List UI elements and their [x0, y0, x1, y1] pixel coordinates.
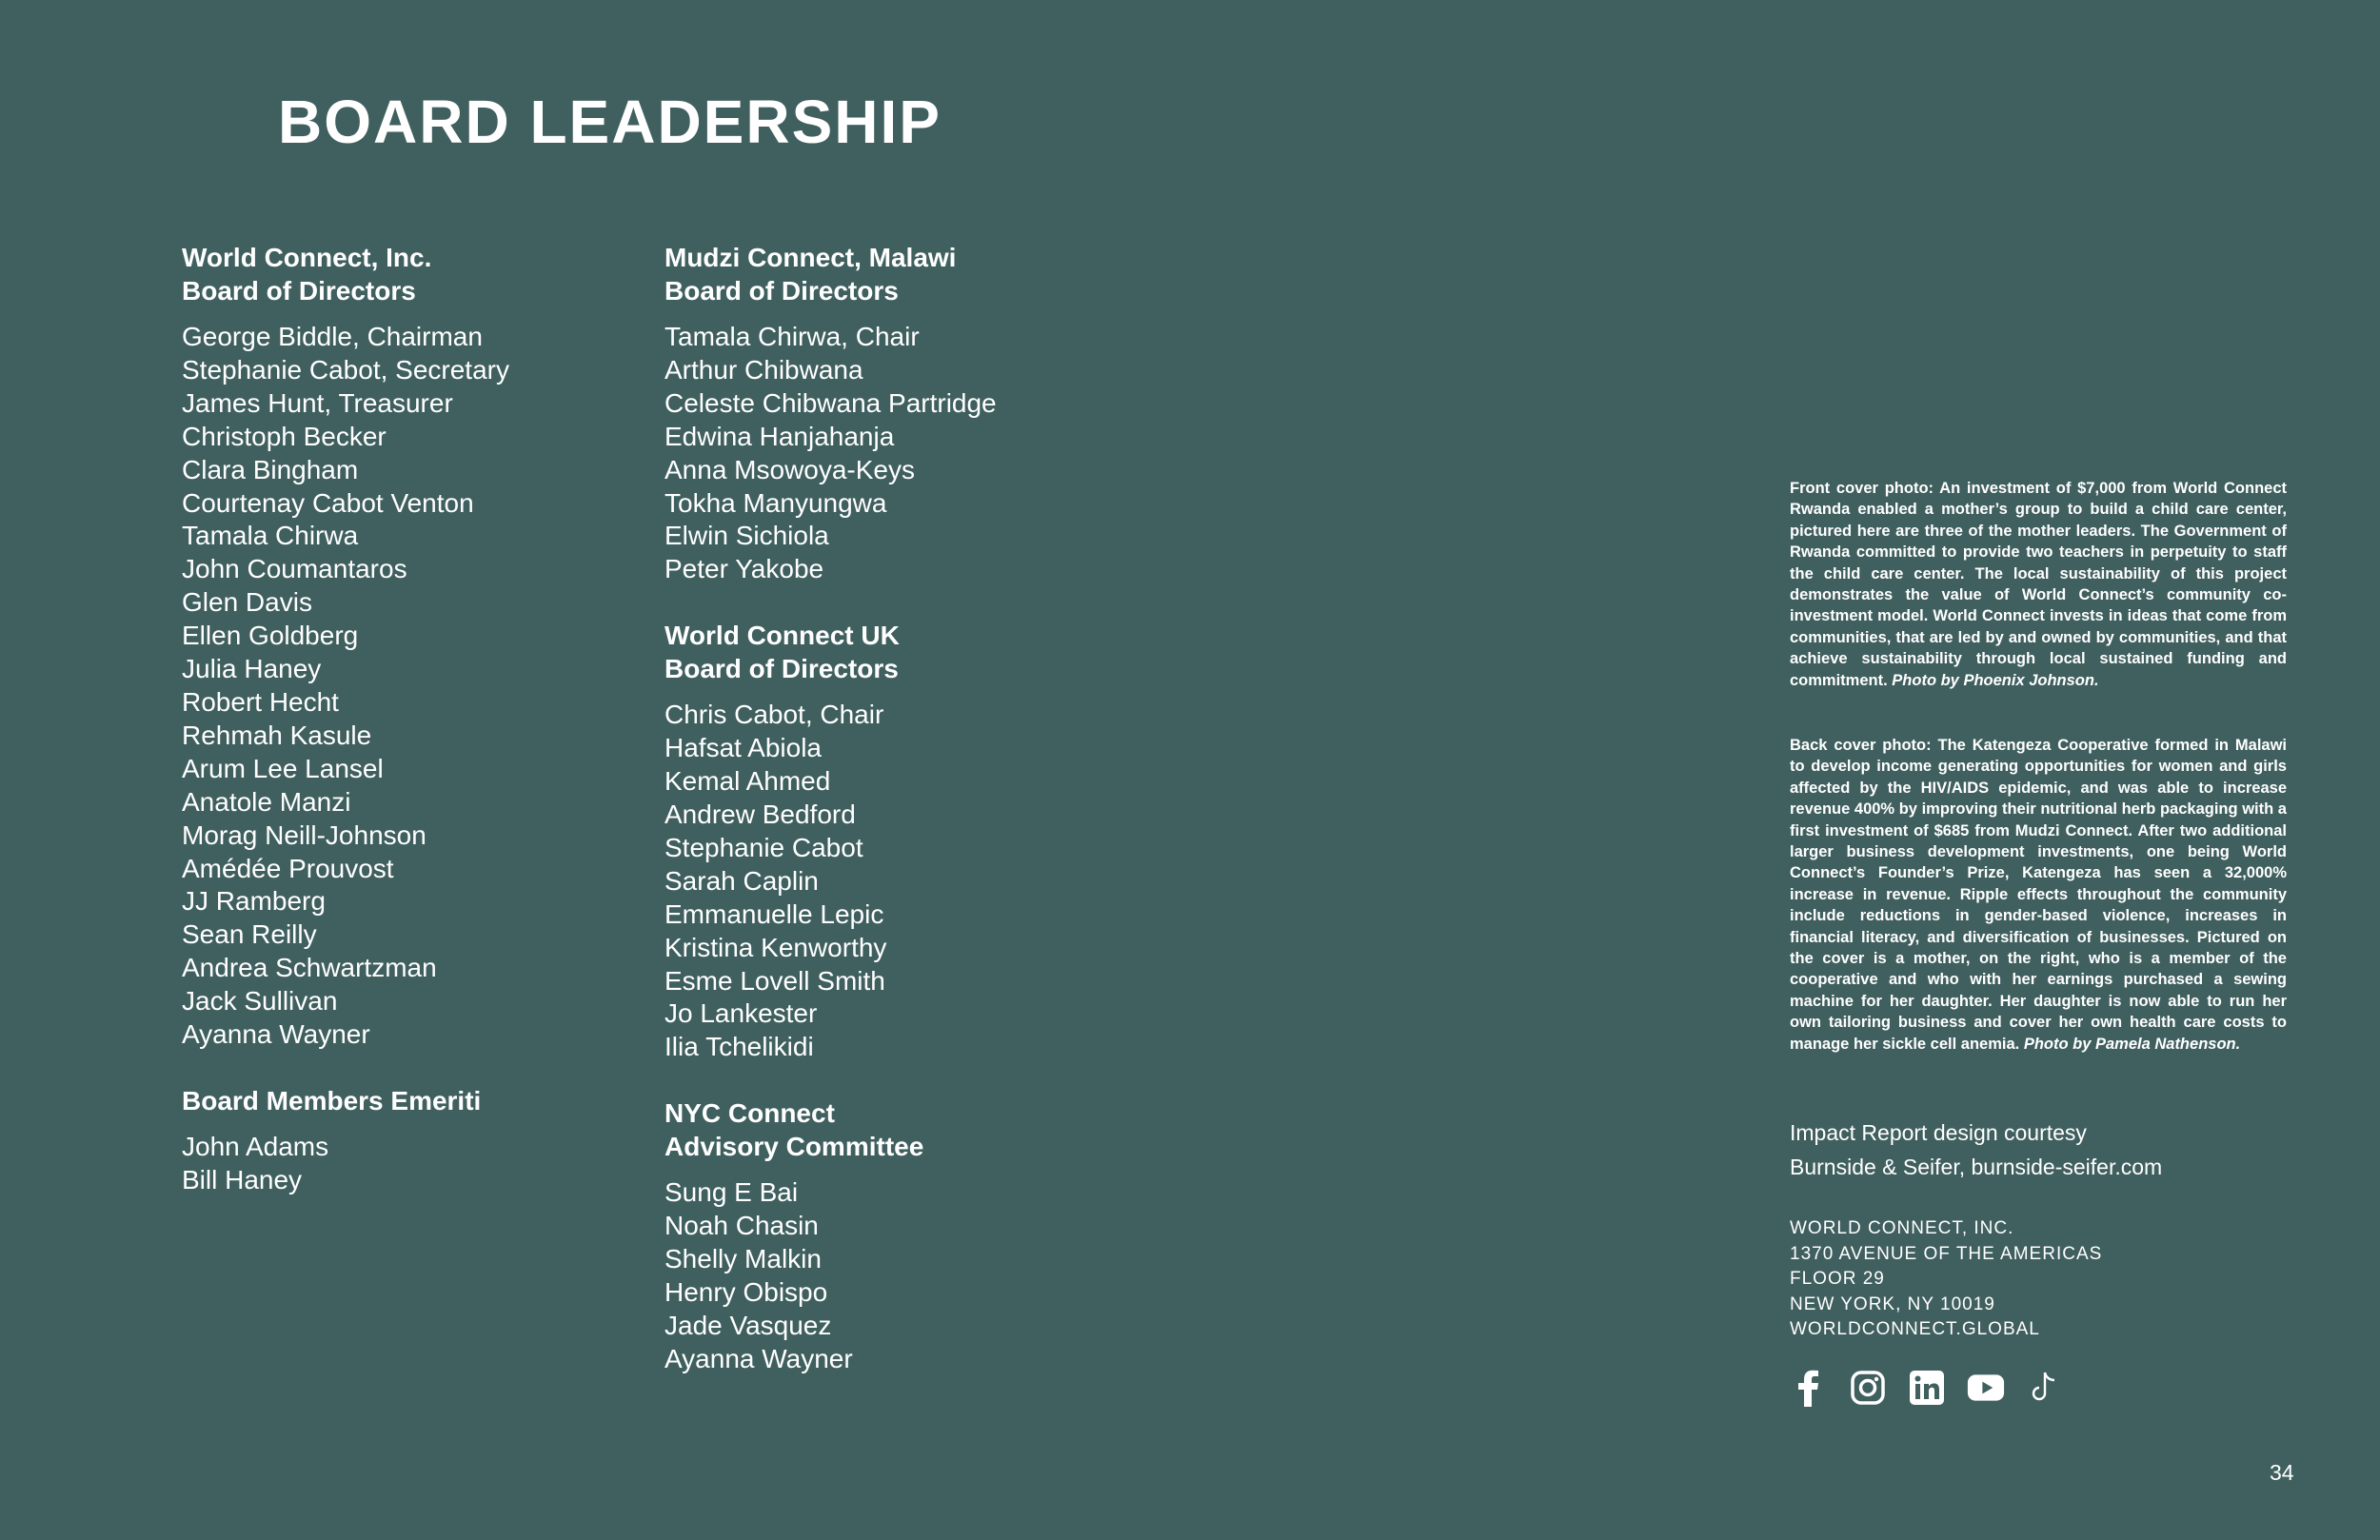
member-name: Morag Neill-Johnson	[182, 819, 426, 850]
member-name: George Biddle, Chairman	[182, 322, 483, 351]
design-credit-link[interactable]: Burnside & Seifer, burnside-seifer.com	[1790, 1155, 2163, 1179]
tiktok-icon[interactable]	[2026, 1369, 2064, 1407]
world-connect-inc-section	[182, 241, 639, 1052]
caption-text: Front cover photo: An investment of $7,000 from World Connect Rwanda enabled a mother’s group to build a child care center, pictured here are three of the mother leaders. The Government of Rwanda committed to provide two teachers in perpetuity to staff the child care center. The local sustainability of this project demonstrates the value of World Connect’s community co-investment model. World Connect invests in ideas that come from communities, that are led by and owned by communities, and that achieve sustainability through local sustained funding and commitment.	[1790, 480, 2287, 689]
member-name: Ellen Goldberg	[182, 621, 359, 651]
social-links	[1790, 1369, 2064, 1407]
design-credit-line: Impact Report design courtesy	[1790, 1120, 2087, 1145]
member-name: Jade Vasquez	[664, 1310, 832, 1340]
member-list	[664, 321, 1160, 586]
section-heading	[182, 241, 639, 307]
photo-credit: Photo by Phoenix Johnson.	[1892, 671, 2099, 689]
member-name: Sean Reilly	[182, 919, 317, 950]
design-credit	[1790, 1116, 2287, 1184]
member-name: Rehmah Kasule	[182, 720, 372, 750]
member-name: Amédée Prouvost	[182, 853, 394, 883]
instagram-icon[interactable]	[1849, 1369, 1887, 1407]
left-column	[182, 241, 639, 1230]
member-name: Shelly Malkin	[664, 1244, 822, 1274]
member-name: Christoph Becker	[182, 421, 387, 451]
member-list	[182, 321, 639, 1052]
member-name: Glen Davis	[182, 587, 312, 618]
member-name: Celeste Chibwana Partridge	[664, 387, 997, 418]
member-name: Robert Hecht	[182, 686, 339, 717]
member-name: Sung E Bai	[664, 1177, 799, 1208]
member-name: Clara Bingham	[182, 454, 359, 484]
heading-line: World Connect UK	[664, 621, 900, 651]
member-name: Peter Yakobe	[664, 554, 824, 584]
member-name: Ilia Tchelikidi	[664, 1032, 814, 1062]
member-name: Anna Msowoya-Keys	[664, 454, 916, 484]
address-line: FLOOR 29	[1790, 1269, 1885, 1289]
member-name: Kristina Kenworthy	[664, 932, 887, 962]
member-name: Kemal Ahmed	[664, 766, 831, 797]
member-name: Jack Sullivan	[182, 986, 338, 1017]
member-name: John Coumantaros	[182, 554, 407, 584]
page-number: 34	[2270, 1460, 2294, 1485]
member-name: Anatole Manzi	[182, 786, 351, 817]
member-name: Tamala Chirwa, Chair	[664, 322, 920, 351]
heading-line: Board of Directors	[182, 276, 416, 306]
emeriti-section	[182, 1084, 639, 1197]
back-cover-caption	[1790, 735, 2287, 1055]
heading-line: Advisory Committee	[664, 1132, 924, 1162]
address-line: WORLD CONNECT, INC.	[1790, 1218, 2014, 1238]
member-list	[664, 699, 1160, 1064]
nyc-section	[664, 1096, 1160, 1375]
member-name: Emmanuelle Lepic	[664, 898, 884, 929]
uk-section	[664, 619, 1160, 1064]
member-name: Andrea Schwartzman	[182, 953, 437, 983]
heading-line: NYC Connect	[664, 1098, 835, 1129]
member-name: James Hunt, Treasurer	[182, 387, 453, 418]
address-block	[1790, 1216, 2287, 1343]
member-list	[664, 1176, 1160, 1375]
middle-column	[664, 241, 1160, 1409]
caption-text: Back cover photo: The Katengeza Cooperative formed in Malawi to develop income generating opportunities for women and girls affected by the HIV/AIDS epidemic, and was able to increase revenue 400% by improving their nutritional herb packaging with a first investment of $685 from Mudzi Connect. After two additional larger business development investments, one being World Connect’s Founder’s Prize, Katengeza has seen a 32,000% increase in revenue. Ripple effects throughout the community include reductions in gender-based violence, increases in financial literacy, and diversification of businesses. Pictured on the cover is a mother, on the right, who is a member of the cooperative and who with her earnings purchased a sewing machine for her daughter. Her daughter is now able to run her own tailoring business and cover her own health care costs to manage her sickle cell anemia.	[1790, 737, 2287, 1053]
member-name: Stephanie Cabot	[664, 832, 863, 862]
front-cover-caption	[1790, 478, 2287, 691]
section-heading: Board Members Emeriti	[182, 1085, 482, 1116]
member-name: Bill Haney	[182, 1164, 303, 1194]
mudzi-section	[664, 241, 1160, 586]
member-name: Chris Cabot, Chair	[664, 700, 884, 730]
address-line: NEW YORK, NY 10019	[1790, 1293, 1995, 1314]
member-name: Ayanna Wayner	[664, 1343, 853, 1373]
member-name: Andrew Bedford	[664, 799, 856, 829]
member-name: Elwin Sichiola	[664, 521, 829, 551]
member-name: Arthur Chibwana	[664, 354, 863, 385]
photo-credit: Photo by Pamela Nathenson.	[2023, 1035, 2241, 1053]
member-name: Hafsat Abiola	[664, 733, 822, 763]
member-name: Courtenay Cabot Venton	[182, 487, 474, 518]
member-name: Noah Chasin	[664, 1211, 819, 1241]
section-heading	[664, 619, 1160, 685]
address-line: 1370 AVENUE OF THE AMERICAS	[1790, 1243, 2103, 1264]
member-name: Edwina Hanjahanja	[664, 421, 895, 451]
facebook-icon[interactable]	[1790, 1369, 1828, 1407]
heading-line: World Connect, Inc.	[182, 243, 432, 272]
section-heading	[664, 241, 1160, 307]
member-name: Tokha Manyungwa	[664, 487, 887, 518]
member-name: Tamala Chirwa	[182, 521, 359, 551]
member-list	[182, 1131, 639, 1197]
member-name: John Adams	[182, 1131, 329, 1161]
heading-line: Mudzi Connect, Malawi	[664, 243, 957, 272]
member-name: JJ Ramberg	[182, 886, 326, 917]
member-name: Stephanie Cabot, Secretary	[182, 354, 509, 385]
member-name: Julia Haney	[182, 654, 322, 684]
member-name: Sarah Caplin	[664, 865, 819, 896]
member-name: Esme Lovell Smith	[664, 965, 885, 996]
youtube-icon[interactable]	[1967, 1369, 2005, 1407]
member-name: Henry Obispo	[664, 1276, 828, 1307]
heading-line: Board of Directors	[664, 654, 899, 684]
page-title: BOARD LEADERSHIP	[278, 88, 942, 156]
website-link[interactable]: WORLDCONNECT.GLOBAL	[1790, 1319, 2040, 1339]
member-name: Jo Lankester	[664, 998, 818, 1029]
section-heading	[664, 1096, 1160, 1163]
heading-line: Board of Directors	[664, 276, 899, 306]
member-name: Arum Lee Lansel	[182, 753, 384, 783]
member-name: Ayanna Wayner	[182, 1019, 370, 1050]
linkedin-icon[interactable]	[1908, 1369, 1946, 1407]
